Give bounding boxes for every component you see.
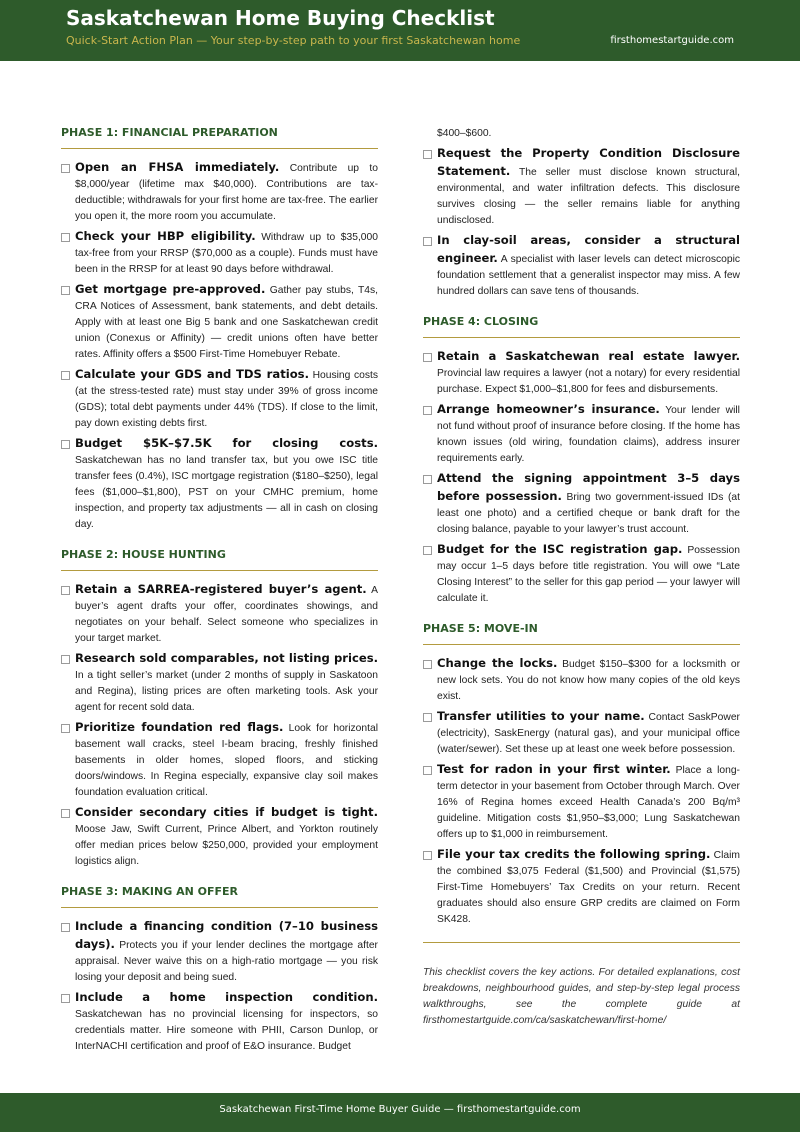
checklist-item[interactable] — [423, 846, 740, 928]
checklist-item[interactable] — [61, 804, 378, 870]
closing-note: This checklist covers the key actions. For detailed explanations, cost breakdowns, neighbourhood guides, and step-by-step legal process walkthroughs, see the complete guide at firsthomestartguide.com/ca/saskatchewan/first-home/ — [423, 967, 740, 1026]
item-text: Look for horizontal basement wall cracks, steel I-beam bracing, freshly finished basements in older homes, sloped floors, and sticking doors/windows. In Regina especially, expansive clay soil makes foundation evaluation critical. — [75, 723, 378, 798]
item-title: In clay-soil areas, consider a structural engineer. — [437, 233, 740, 265]
item-title: Include a home inspection condition. — [75, 990, 378, 1004]
item-text: Your lender will not fund without proof of insurance before closing. If the home has known issues (old wiring, foundation claims), address insurer requirements early. — [437, 405, 740, 464]
checkbox-icon[interactable] — [423, 406, 432, 415]
phase-heading: PHASE 4: CLOSING — [423, 315, 740, 338]
item-text-continued: $400–$600. — [437, 128, 492, 139]
checklist-item[interactable] — [61, 281, 378, 363]
item-text: A specialist with laser levels can detect microscopic foundation settlement that a generalist inspector may miss. A few hundred dollars can save tens of thousands. — [437, 254, 740, 297]
checkbox-icon[interactable] — [423, 546, 432, 555]
item-text: Saskatchewan has no provincial licensing for inspectors, so credentials matter. Hire someone with PHII, Carson Dunlop, or InterNACHI certification and proof of E&O insurance. Budget — [75, 1009, 378, 1052]
item-text: Claim the combined $3,075 Federal ($1,500) and Provincial ($1,575) First-Time Homebuyers’ Tax Credits on your return. Recent graduates should also ensure GRP credits are claimed on Form SK428. — [437, 850, 740, 925]
item-text: Gather pay stubs, T4s, CRA Notices of Assessment, bank statements, and debt details. Apply with at least one Big 5 bank and one Saskatchewan credit union (Conexus or Affinity) — credit unions often have better rates. Affinity offers a $500 First-Time Homebuyer Rebate. — [75, 285, 378, 360]
phase-heading: PHASE 1: FINANCIAL PREPARATION — [61, 126, 378, 149]
item-title: File your tax credits the following spring. — [437, 847, 711, 861]
checkbox-icon[interactable] — [61, 371, 70, 380]
phase-heading: PHASE 2: HOUSE HUNTING — [61, 548, 378, 571]
checkbox-icon[interactable] — [423, 766, 432, 775]
item-title: Calculate your GDS and TDS ratios. — [75, 367, 309, 381]
item-title: Check your HBP eligibility. — [75, 229, 256, 243]
item-text: Provincial law requires a lawyer (not a notary) for every residential purchase. Expect $1,000–$1,800 for fees and disbursements. — [437, 368, 740, 395]
page-title: Saskatchewan Home Buying Checklist — [66, 6, 495, 30]
item-title: Retain a Saskatchewan real estate lawyer. — [437, 349, 740, 363]
checkbox-icon[interactable] — [61, 586, 70, 595]
item-text: Protects you if your lender declines the mortgage after appraisal. Never waive this on a high-ratio mortgage — you risk losing your deposit and being sued. — [75, 940, 378, 983]
right-column — [423, 126, 740, 1029]
checkbox-icon[interactable] — [423, 713, 432, 722]
item-text: Possession may occur 1–5 days before title registration. You will owe “Late Closing Interest” to the seller for this gap period — your lawyer will calculate it. — [437, 545, 740, 604]
item-title: Test for radon in your first winter. — [437, 762, 671, 776]
checklist-item[interactable] — [423, 541, 740, 607]
divider — [423, 942, 740, 943]
checkbox-icon[interactable] — [423, 660, 432, 669]
phase-heading: PHASE 3: MAKING AN OFFER — [61, 885, 378, 908]
checklist-item[interactable] — [61, 159, 378, 225]
checklist-item[interactable] — [61, 228, 378, 278]
checklist-item[interactable] — [61, 435, 378, 533]
item-text: Budget $150–$300 for a locksmith or new lock sets. You do not know how many copies of the old keys exist. — [437, 659, 741, 702]
item-text: The seller must disclose known structural, environmental, and water infiltration defects. This disclosure survives closing — the seller remains liable for anything undisclosed. — [437, 167, 740, 226]
item-title: Transfer utilities to your name. — [437, 709, 645, 723]
item-text: Bring two government-issued IDs (at least one photo) and a certified cheque or bank draft for the closing balance, payable to your lawyer’s trust account. — [437, 492, 740, 535]
checkbox-icon[interactable] — [423, 237, 432, 246]
item-title: Prioritize foundation red flags. — [75, 720, 284, 734]
checklist-item[interactable] — [61, 650, 378, 716]
checkbox-icon[interactable] — [423, 851, 432, 860]
phase-heading: PHASE 5: MOVE-IN — [423, 622, 740, 645]
item-text: Moose Jaw, Swift Current, Prince Albert, and Yorkton routinely offer median prices below $250,000, provided your employment logistics align. — [75, 824, 378, 867]
checkbox-icon[interactable] — [61, 164, 70, 173]
item-text: Contact SaskPower (electricity), SaskEnergy (natural gas), and your municipal office (water/sewer). Set these up at least one week before possession. — [437, 712, 740, 755]
checklist-item[interactable] — [423, 232, 740, 300]
item-title: Budget for the ISC registration gap. — [437, 542, 683, 556]
page-subtitle: Quick-Start Action Plan — Your step-by-step path to your first Saskatchewan home — [66, 34, 521, 47]
checkbox-icon[interactable] — [423, 475, 432, 484]
page-header — [0, 0, 800, 61]
checklist-item[interactable] — [61, 366, 378, 432]
item-title: Open an FHSA immediately. — [75, 160, 280, 174]
checkbox-icon[interactable] — [61, 809, 70, 818]
checklist-item[interactable] — [61, 918, 378, 986]
item-title: Consider secondary cities if budget is tight. — [75, 805, 378, 819]
item-title: Request the Property Condition Disclosure Statement. — [437, 146, 740, 178]
page-footer: Saskatchewan First-Time Home Buyer Guide — firsthomestartguide.com — [0, 1093, 800, 1132]
checklist-item[interactable] — [61, 719, 378, 801]
item-text: Housing costs (at the stress-tested rate) must stay under 39% of gross income (GDS); total debt payments under 44% (TDS). If close to the limit, pay down existing debts first. — [75, 370, 378, 429]
item-text: Withdraw up to $35,000 tax-free from your RRSP ($70,000 as a couple). Funds must have been in the RRSP for at least 90 days before withdrawal. — [75, 232, 378, 275]
checklist-item[interactable] — [423, 708, 740, 758]
checklist-item[interactable] — [61, 989, 378, 1055]
item-text: Contribute up to $8,000/year (lifetime max $40,000). Contributions are tax-deductible; withdrawals for your first home are tax-free. The earlier you open it, the more room you accumulate. — [75, 163, 378, 222]
site-link[interactable]: firsthomestartguide.com — [610, 35, 734, 46]
item-title: Include a financing condition (7–10 business days). — [75, 919, 378, 951]
item-title: Budget $5K–$7.5K for closing costs. — [75, 436, 378, 450]
item-title: Research sold comparables, not listing prices. — [75, 651, 378, 665]
checkbox-icon[interactable] — [61, 923, 70, 932]
checkbox-icon[interactable] — [61, 233, 70, 242]
checkbox-icon[interactable] — [61, 994, 70, 1003]
item-title: Change the locks. — [437, 656, 558, 670]
item-title: Get mortgage pre-approved. — [75, 282, 266, 296]
checkbox-icon[interactable] — [61, 655, 70, 664]
item-text: Place a long-term detector in your basement from October through March. Over 16% of Regina homes exceed Health Canada’s 200 Bq/m³ guideline. Mitigation costs $1,950–$3,000; Lung Saskatchewan offers up to $1,000 in reimbursement. — [437, 765, 740, 840]
checklist-item[interactable] — [423, 761, 740, 843]
checkbox-icon[interactable] — [423, 150, 432, 159]
checkbox-icon[interactable] — [61, 440, 70, 449]
item-title: Arrange homeowner’s insurance. — [437, 402, 660, 416]
item-title: Retain a SARREA-registered buyer’s agent. — [75, 582, 367, 596]
checkbox-icon[interactable] — [61, 286, 70, 295]
checklist-item[interactable] — [423, 348, 740, 398]
item-title: Attend the signing appointment 3–5 days before possession. — [437, 471, 740, 503]
checklist-item[interactable] — [423, 655, 740, 705]
checklist-item[interactable] — [423, 145, 740, 229]
checklist-item[interactable] — [423, 401, 740, 467]
item-text: In a tight seller’s market (under 2 months of supply in Saskatoon and Regina), listing prices are often marketing tools. Ask your agent for recent sold data. — [75, 670, 378, 713]
item-text: A buyer’s agent drafts your offer, coordinates showings, and negotiates on your behalf. Select someone who specializes in your target market. — [75, 585, 378, 644]
checklist-item[interactable] — [423, 470, 740, 538]
checkbox-icon[interactable] — [423, 353, 432, 362]
item-text: Saskatchewan has no land transfer tax, but you owe ISC title transfer fees (0.4%), ISC mortgage registration ($180–$250), legal fees ($1,000–$1,800), PST on your CMHC premium, home inspection, and property tax adjustments — all in cash on closing day. — [75, 455, 378, 530]
left-column — [61, 126, 378, 1058]
checkbox-icon[interactable] — [61, 724, 70, 733]
checklist-item[interactable] — [61, 581, 378, 647]
